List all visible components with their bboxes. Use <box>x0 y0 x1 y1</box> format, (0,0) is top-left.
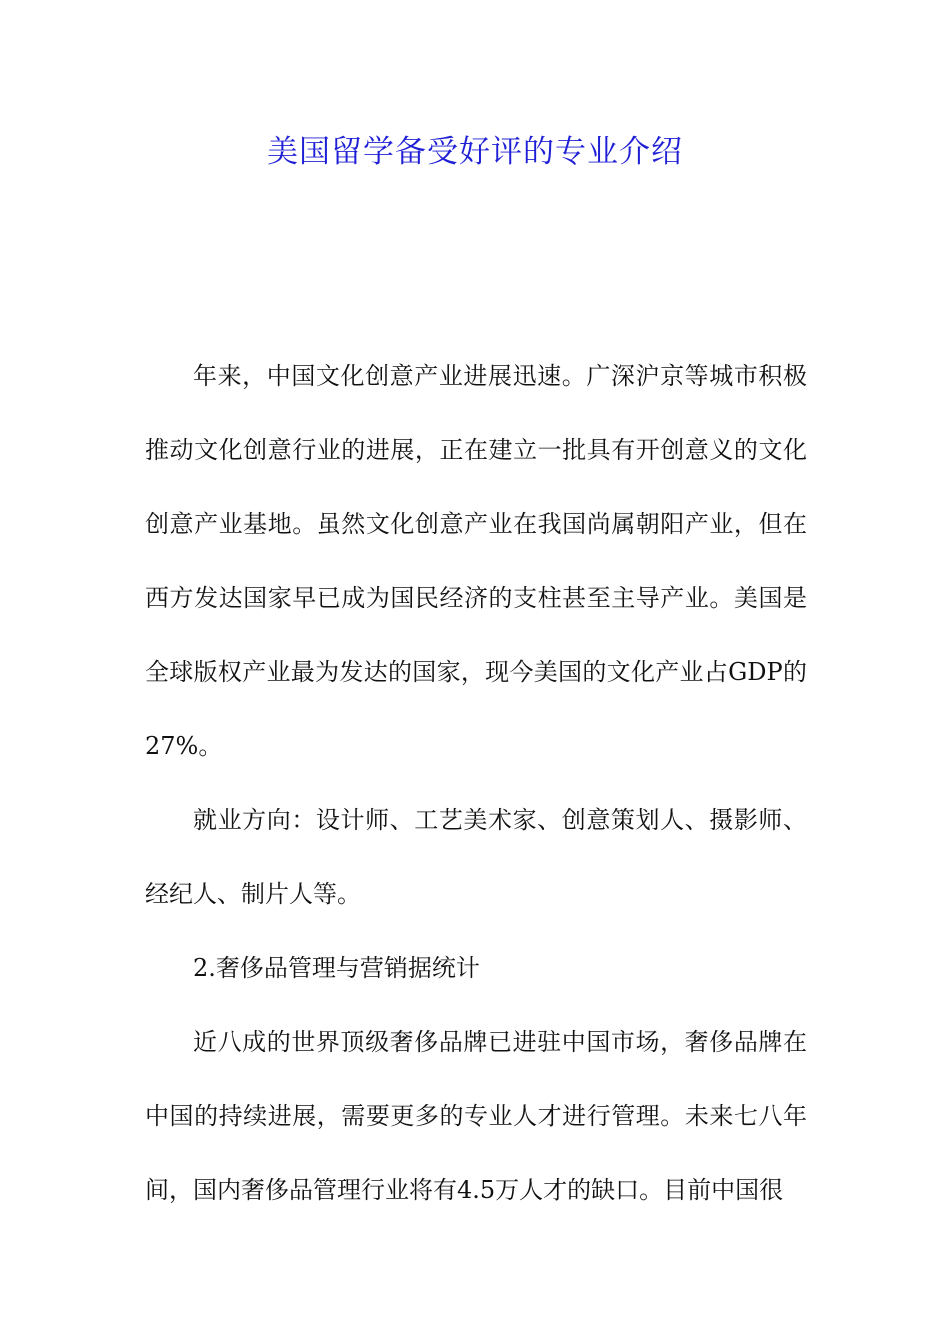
document-body <box>145 339 807 1227</box>
document-title: 美国留学备受好评的专业介绍 <box>267 134 683 170</box>
paragraph-luxury-market: 近八成的世界顶级奢侈品牌已进驻中国市场，奢侈品牌在中国的持续进展，需要更多的专业人才进行管理。未来七八年间，国内奢侈品管理行业将有4.5万人才的缺口。目前中国很 <box>145 1028 807 1204</box>
paragraph-cultural-creative-industry: 年来，中国文化创意产业进展迅速。广深沪京等城市积极推动文化创意行业的进展，正在建立一批具有开创意义的文化创意产业基地。虽然文化创意产业在我国尚属朝阳产业，但在西方发达国家早已成为国民经济的支柱甚至主导产业。美国是全球版权产业最为发达的国家，现今美国的文化产业占GDP的27%。 <box>145 362 807 760</box>
section-heading-luxury-management: 2.奢侈品管理与营销据统计 <box>193 954 480 982</box>
paragraph-employment-directions: 就业方向：设计师、工艺美术家、创意策划人、摄影师、经纪人、制片人等。 <box>145 806 807 908</box>
